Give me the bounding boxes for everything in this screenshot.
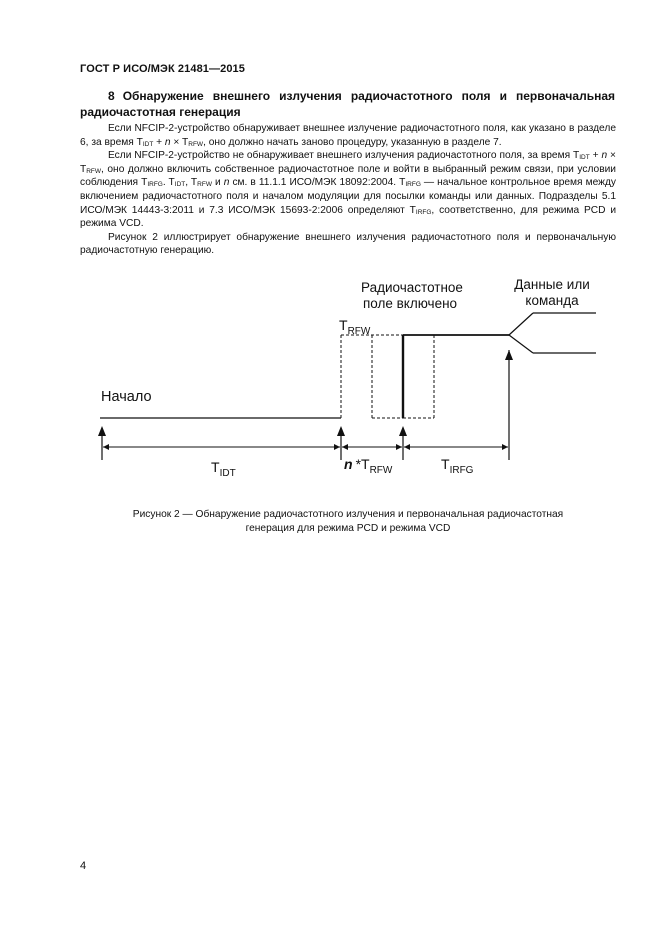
italic-n: n: [164, 136, 171, 148]
rfw-windows: [341, 335, 434, 418]
text-run: , оно должно начать заново процедуру, указанную в разделе 7.: [203, 136, 502, 148]
text-run: и: [211, 177, 224, 189]
text-run: , оно должно включить собственное радиочастотное поле и войти в выбранный режим связи, при условии соблюдения T: [80, 163, 616, 189]
document-header: ГОСТ Р ИСО/МЭК 21481—2015: [80, 63, 245, 75]
text-run: Если NFCIP-2-устройство не обнаруживает внешнего излучения радиочастотного поля, за время T: [108, 150, 580, 162]
subscript: RFW: [188, 140, 204, 148]
section-number: 8: [108, 89, 115, 103]
subscript: IDT: [142, 140, 154, 148]
subscript: IRFG: [405, 181, 421, 189]
label-rf-on-line1: Радиочастотное: [361, 280, 463, 295]
caption-line-2: генерация для режима PCD и режима VCD: [245, 523, 451, 534]
figure-caption: [80, 508, 616, 536]
data-fork-upper: [509, 313, 533, 335]
page-number: 4: [80, 860, 87, 872]
subscript: RFW: [197, 181, 212, 189]
timing-marker-start: [98, 426, 106, 460]
italic-n: n: [223, 177, 230, 189]
text-run: +: [589, 150, 602, 162]
caption-line-1: Рисунок 2 — Обнаружение радиочастотного излучения и первоначальная радиочастотная: [132, 509, 564, 520]
subscript: IDT: [579, 154, 590, 162]
timing-marker-data: [505, 350, 513, 460]
label-start: Начало: [101, 389, 152, 405]
text-run: × T: [170, 136, 189, 148]
label-n-t-rfw: n $*T_{RFW}$: [344, 456, 393, 476]
subscript: RFW: [86, 167, 102, 175]
text-run: × T: [80, 150, 617, 175]
label-t-irfg: $T_{IRFG}$: [441, 456, 474, 476]
timing-marker-idt: [337, 426, 345, 460]
italic-n: n: [601, 150, 608, 162]
subscript: IDT: [174, 181, 186, 189]
text-run: , T: [185, 177, 198, 189]
text-run: . T: [162, 177, 175, 189]
label-rf-on-line2: поле включено: [362, 296, 458, 311]
text-run: — начальное контрольное время между включением радиочастотного поля и началом модуляции для посылки команды или данных. Подразделы 5.1 ИСО/МЭК 14443-3:2011 и 7.3 ИСО/МЭК 15693-2:2006 определяют T: [80, 177, 617, 216]
section-title-text: Обнаружение внешнего излучения радиочастотного поля и первоначальная радиочастотная генерация: [80, 89, 615, 119]
subscript: IRFG: [147, 181, 163, 189]
timing-marker-rf-on: [399, 426, 407, 460]
text-run: +: [153, 136, 165, 148]
paragraph-3: Рисунок 2 иллюстрирует обнаружение внешнего излучения радиочастотного поля и первоначальную радиочастотную генерацию.: [80, 231, 616, 257]
text-run: см. в 11.1.1 ИСО/МЭК 18092:2004. T: [229, 177, 406, 189]
label-t-rfw: $T_{RFW}$: [339, 317, 371, 337]
label-t-idt: $T_{IDT}$: [211, 459, 236, 479]
text-run: Если NFCIP-2-устройство обнаруживает внешнее излучение радиочастотного поля, как указано в разделе 6, за время T: [80, 123, 616, 148]
text-run: , соответственно, для режима PCD и режима VCD.: [80, 204, 617, 230]
data-fork-lower: [509, 335, 533, 353]
label-data-line1: Данные или: [514, 277, 590, 292]
label-data-line2: команда: [525, 293, 579, 308]
subscript: IRFG: [415, 208, 432, 216]
